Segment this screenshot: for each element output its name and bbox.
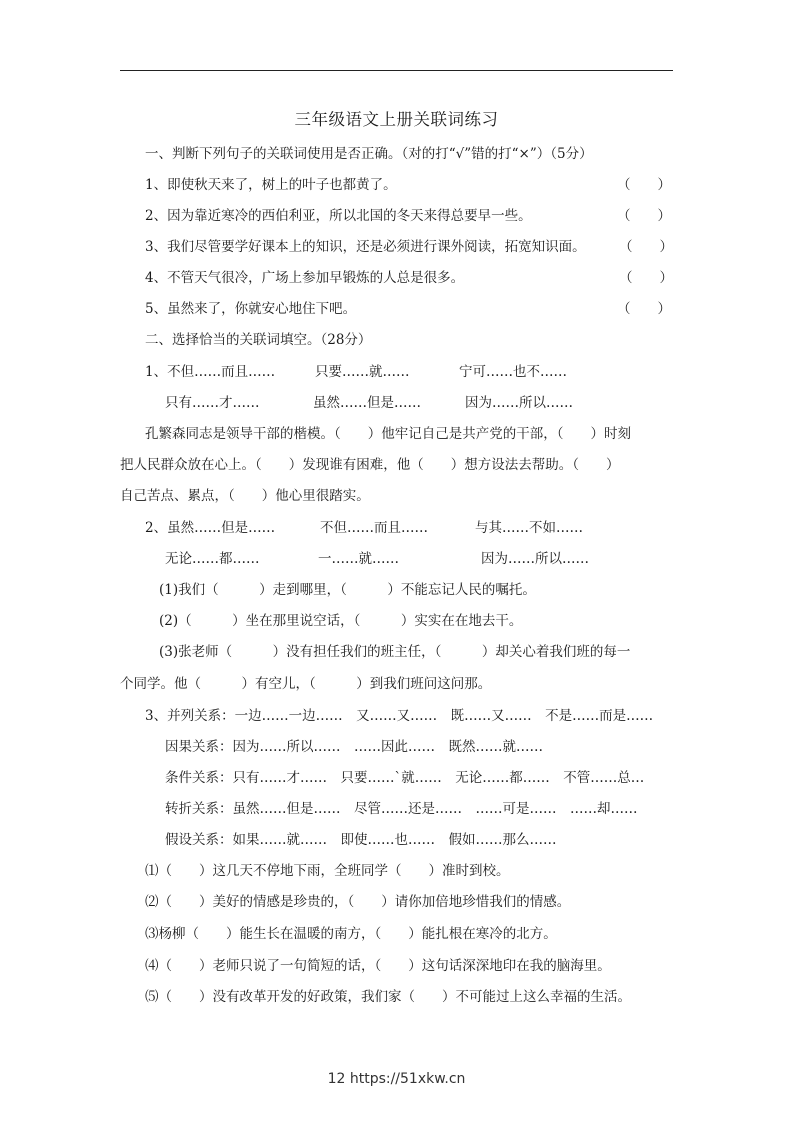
g2-item-3: (3)张老师（ ）没有担任我们的班主任，（ ）却关心着我们班的每一 <box>159 644 631 660</box>
g3-item-3: ⑶杨柳（ ）能生长在温暖的南方，（ ）能扎根在寒冷的北方。 <box>145 926 557 942</box>
page-title: 三年级语文上册关联词练习 <box>294 110 499 129</box>
relation-row-1: 3、并列关系：一边……一边…… 又……又…… 既……又…… 不是……而是…… <box>145 708 654 724</box>
g3-item-4: ⑷（ ）老师只说了一句简短的话，（ ）这句话深深地印在我的脑海里。 <box>145 958 611 974</box>
g1-option: 虽然……但是…… <box>313 395 421 411</box>
s1-item-3: 3、我们尽管要学好课本上的知识，还是必须进行课外阅读，拓宽知识面。 <box>145 239 586 255</box>
g3-item-5: ⑸（ ）没有改革开发的好政策，我们家（ ）不可能过上这么幸福的生活。 <box>145 989 631 1005</box>
g2-item-3-cont: 个同学。他（ ）有空儿，（ ）到我们班问这问那。 <box>120 676 492 692</box>
g1-option: 宁可……也不…… <box>459 364 567 380</box>
g2-item-1: (1)我们（ ）走到哪里，（ ）不能忘记人民的嘱托。 <box>159 582 536 598</box>
g2-item-2: (2)（ ）坐在那里说空话，（ ）实实在在地去干。 <box>159 613 523 629</box>
s1-answer-3[interactable]: （ ） <box>619 239 673 255</box>
footer-page-url: 12 https://51xkw.cn <box>327 1071 466 1087</box>
s1-item-5: 5、虽然来了，你就安心地住下吧。 <box>145 301 357 317</box>
s1-item-1: 1、即使秋天来了，树上的叶子也都黄了。 <box>145 177 397 193</box>
passage-line-1: 孔繁森同志是领导干部的楷模。（ ）他牢记自己是共产党的干部，（ ）时刻 <box>145 426 631 442</box>
header-rule <box>120 70 673 71</box>
relation-row-5: 假设关系：如果……就…… 即使……也…… 假如……那么…… <box>165 832 557 848</box>
g2-option: 因为……所以…… <box>481 551 589 567</box>
relation-row-4: 转折关系：虽然……但是…… 尽管……还是…… ……可是…… ……却…… <box>165 801 638 817</box>
g3-item-1: ⑴（ ）这几天不停地下雨，全班同学（ ）准时到校。 <box>145 863 510 879</box>
g2-option: 不但……而且…… <box>320 520 428 536</box>
s1-answer-2[interactable]: （ ） <box>617 208 671 224</box>
s1-answer-1[interactable]: （ ） <box>617 177 671 193</box>
s1-item-2: 2、因为靠近寒冷的西伯利亚，所以北国的冬天来得总要早一些。 <box>145 208 532 224</box>
section2-heading: 二、选择恰当的关联词填空。（28分） <box>145 332 372 348</box>
g1-option: 因为……所以…… <box>465 395 573 411</box>
g2-option: 2、虽然……但是…… <box>145 520 276 536</box>
g2-option: 一……就…… <box>318 551 399 567</box>
g1-option: 只要……就…… <box>315 364 410 380</box>
g1-option: 1、不但……而且…… <box>145 364 276 380</box>
relation-row-3: 条件关系：只有……才…… 只要……`就…… 无论……都…… 不管……总… <box>165 770 645 786</box>
s1-answer-4[interactable]: （ ） <box>619 270 673 286</box>
relation-row-2: 因果关系：因为……所以…… ……因此…… 既然……就…… <box>165 739 543 755</box>
section1-heading: 一、判断下列句子的关联词使用是否正确。（对的打“√”错的打“×”）（5分） <box>145 146 593 162</box>
passage-line-2: 把人民群众放在心上。（ ）发现谁有困难，他（ ）想方设法去帮助。（ ） <box>120 457 620 473</box>
s1-item-4: 4、不管天气很冷，广场上参加早锻炼的人总是很多。 <box>145 270 465 286</box>
g2-option: 与其……不如…… <box>475 520 583 536</box>
g3-item-2: ⑵（ ）美好的情感是珍贵的，（ ）请你加倍地珍惜我们的情感。 <box>145 894 571 910</box>
passage-line-3: 自己苦点、累点，（ ）他心里很踏实。 <box>120 488 370 504</box>
g1-option: 只有……才…… <box>165 395 260 411</box>
g2-option: 无论……都…… <box>165 551 260 567</box>
s1-answer-5[interactable]: （ ） <box>617 301 671 317</box>
